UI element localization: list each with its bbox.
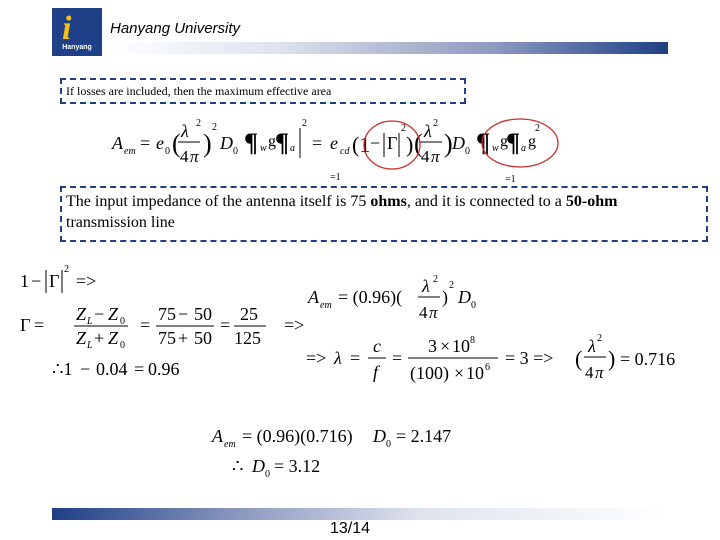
svg-text:= 0.716: = 0.716	[620, 349, 676, 369]
svg-text:em: em	[224, 439, 236, 450]
svg-text:2: 2	[212, 122, 217, 133]
svg-text:(: (	[414, 129, 423, 158]
svg-text:): )	[406, 132, 414, 157]
svg-text:): )	[442, 287, 448, 307]
svg-text:em: em	[124, 146, 136, 157]
svg-text:= (0.96)(: = (0.96)(	[338, 287, 403, 307]
svg-text:g: g	[500, 133, 508, 150]
svg-text:=: =	[140, 315, 151, 335]
svg-text:4: 4	[585, 363, 594, 382]
svg-text:0: 0	[120, 316, 125, 327]
svg-text:Γ: Γ	[387, 133, 398, 153]
svg-text:a: a	[290, 143, 295, 154]
svg-text:×: ×	[454, 363, 465, 383]
svg-text:¶: ¶	[476, 128, 491, 157]
svg-text:): )	[608, 346, 616, 371]
svg-text:g: g	[268, 133, 276, 150]
svg-text:0: 0	[386, 439, 391, 450]
svg-text:g: g	[528, 133, 536, 150]
svg-text:λ: λ	[334, 348, 342, 368]
svg-text:0: 0	[120, 340, 125, 351]
svg-text:2: 2	[196, 118, 201, 129]
svg-text:0: 0	[265, 469, 270, 480]
svg-text:D: D	[458, 287, 471, 307]
svg-text:A: A	[112, 133, 123, 153]
svg-text:2: 2	[433, 118, 438, 129]
svg-text:10: 10	[466, 363, 484, 383]
svg-text:L: L	[87, 340, 93, 351]
svg-text:¶: ¶	[275, 128, 290, 157]
svg-text:Z: Z	[108, 328, 119, 348]
svg-text:= (0.96)(0.716): = (0.96)(0.716)	[242, 426, 353, 446]
svg-text:): )	[203, 129, 212, 158]
svg-text:−: −	[94, 304, 105, 324]
svg-text:2: 2	[302, 118, 307, 129]
svg-text:π: π	[429, 303, 438, 322]
svg-text:∴: ∴	[232, 456, 244, 476]
svg-text:Γ: Γ	[49, 271, 60, 291]
svg-text:c: c	[373, 336, 381, 356]
svg-text:0: 0	[465, 146, 470, 157]
svg-text:2: 2	[597, 333, 602, 344]
svg-text:w: w	[492, 143, 499, 154]
svg-text:Z: Z	[108, 304, 119, 324]
svg-text:): )	[444, 129, 453, 158]
losses-note: If losses are included, then the maximum effective area	[66, 84, 332, 98]
svg-text:Z: Z	[76, 328, 87, 348]
reflection-equations	[20, 264, 304, 379]
svg-text:+: +	[178, 328, 189, 348]
svg-text:2: 2	[433, 274, 438, 285]
note-part-1: The input impedance of the antenna itself is 75	[66, 193, 371, 210]
svg-text:25: 25	[240, 304, 258, 324]
svg-text:e: e	[156, 133, 164, 153]
svg-text:−: −	[178, 304, 189, 324]
svg-text:L: L	[87, 316, 93, 327]
svg-text:10: 10	[452, 336, 470, 356]
svg-text:=: =	[134, 359, 145, 379]
svg-text:¶: ¶	[506, 128, 521, 157]
svg-text:π: π	[595, 363, 604, 382]
svg-text:a: a	[521, 143, 526, 154]
svg-text:=>: =>	[306, 348, 327, 368]
svg-text:×: ×	[440, 336, 451, 356]
svg-text:=1: =1	[505, 174, 516, 185]
svg-text:= 3 =>: = 3 =>	[505, 348, 554, 368]
svg-text:= 2.147: = 2.147	[396, 426, 452, 446]
note-ohms: ohms	[370, 193, 407, 210]
svg-text:=: =	[350, 348, 361, 368]
svg-text:D: D	[373, 426, 386, 446]
svg-text:=: =	[34, 315, 45, 335]
svg-text:λ: λ	[422, 276, 430, 296]
area-and-wavelength-equations	[211, 274, 675, 480]
svg-text:λ: λ	[424, 121, 432, 141]
svg-text:1: 1	[20, 271, 29, 291]
svg-text:A: A	[308, 287, 319, 307]
note-part-2: , and it is connected to a	[406, 193, 566, 210]
university-title: Hanyang University	[110, 20, 241, 37]
svg-text:(1: (1	[352, 132, 371, 157]
svg-text:Z: Z	[76, 304, 87, 324]
svg-text:w: w	[260, 143, 267, 154]
svg-text:0: 0	[471, 300, 476, 311]
svg-text:−: −	[80, 359, 91, 379]
svg-text:em: em	[320, 300, 332, 311]
svg-text:Γ: Γ	[20, 315, 31, 335]
svg-text:−: −	[31, 271, 42, 291]
svg-text:(: (	[575, 346, 583, 371]
note-50-ohm: 50-ohm	[565, 193, 618, 210]
svg-text:0: 0	[165, 146, 170, 157]
svg-text:=: =	[140, 133, 151, 153]
effective-area-equation	[111, 118, 558, 185]
svg-text:2: 2	[449, 280, 454, 291]
svg-text:4: 4	[419, 303, 428, 322]
svg-text:¶: ¶	[244, 128, 259, 157]
svg-text:125: 125	[234, 328, 261, 348]
svg-text:(100): (100)	[410, 363, 449, 383]
svg-text:4: 4	[180, 147, 189, 166]
logo-text: Hanyang	[62, 44, 92, 51]
svg-text:=: =	[312, 133, 323, 153]
svg-text:= 3.12: = 3.12	[274, 456, 321, 476]
footer-bar	[52, 508, 666, 520]
svg-text:=: =	[220, 315, 231, 335]
svg-text:50: 50	[194, 328, 212, 348]
svg-text:3: 3	[428, 336, 437, 356]
svg-text:50: 50	[194, 304, 212, 324]
svg-text:e: e	[330, 133, 338, 153]
svg-text:A: A	[212, 426, 223, 446]
svg-text:2: 2	[401, 123, 406, 134]
svg-text:2: 2	[535, 123, 540, 134]
svg-text:75: 75	[158, 304, 176, 324]
svg-text:0.96: 0.96	[148, 359, 180, 379]
svg-text:=>: =>	[284, 315, 305, 335]
svg-text:f: f	[373, 362, 379, 382]
svg-text:D: D	[252, 456, 265, 476]
svg-text:+: +	[94, 328, 105, 348]
svg-text:λ: λ	[181, 121, 189, 141]
svg-text:cd: cd	[340, 146, 350, 157]
svg-text:8: 8	[470, 335, 475, 346]
svg-text:−: −	[370, 133, 381, 153]
svg-text:0.04: 0.04	[96, 359, 128, 379]
svg-text:π: π	[190, 147, 199, 166]
svg-text:4: 4	[421, 147, 430, 166]
svg-text:D: D	[452, 133, 465, 153]
svg-text:=: =	[392, 348, 403, 368]
svg-text:π: π	[431, 147, 440, 166]
note-part-3: transmission line	[66, 214, 175, 231]
svg-text:λ: λ	[588, 336, 596, 356]
svg-text:=1: =1	[330, 172, 341, 183]
logo-i-icon: i	[62, 10, 72, 47]
svg-text:6: 6	[485, 362, 490, 373]
page-number: 13/14	[330, 520, 371, 537]
svg-text:0: 0	[233, 146, 238, 157]
svg-text:(: (	[172, 129, 181, 158]
svg-text:75: 75	[158, 328, 176, 348]
svg-text:D: D	[220, 133, 233, 153]
svg-text:∴1: ∴1	[52, 359, 73, 379]
svg-text:=>: =>	[76, 271, 97, 291]
svg-text:2: 2	[64, 264, 69, 275]
